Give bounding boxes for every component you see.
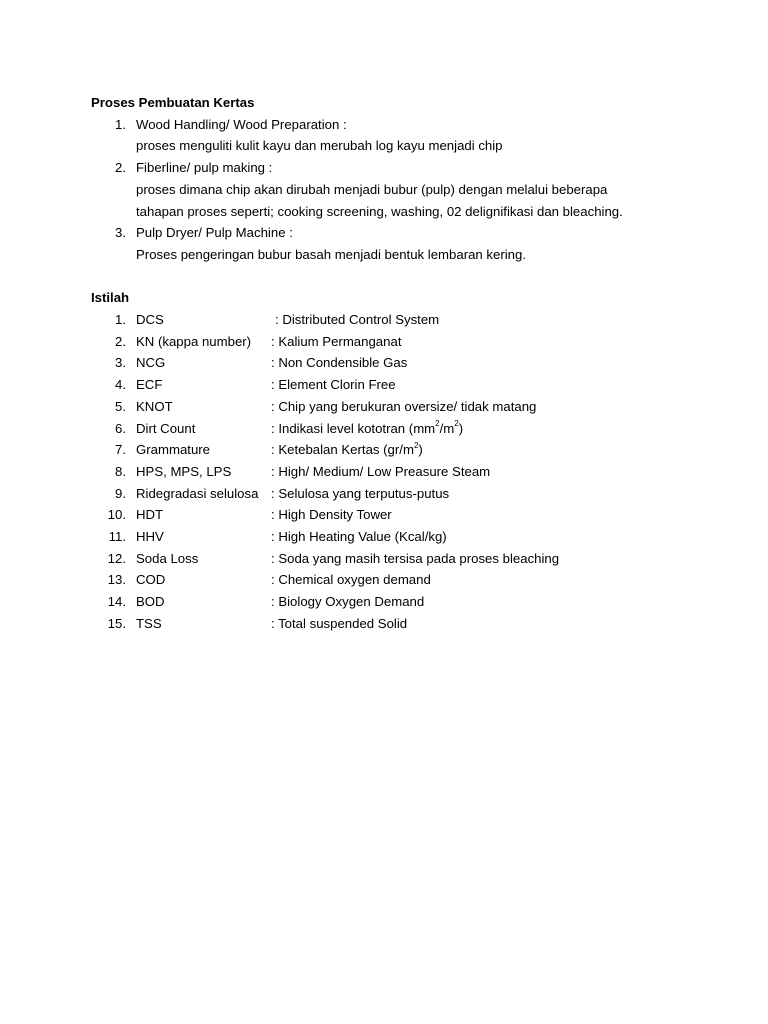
list-number: 13. bbox=[107, 572, 126, 588]
list-number: 3. bbox=[115, 355, 126, 371]
glossary-item bbox=[91, 309, 711, 331]
glossary-item bbox=[91, 548, 711, 570]
glossary-term: COD bbox=[136, 572, 166, 588]
glossary-term: TSS bbox=[136, 615, 162, 631]
glossary-definition: : Non Condensible Gas bbox=[271, 355, 408, 371]
list-number: 10. bbox=[107, 507, 126, 523]
list-number: 7. bbox=[115, 442, 126, 458]
glossary-term: HDT bbox=[136, 507, 164, 523]
list-item bbox=[91, 157, 711, 222]
glossary-definition: : High Density Tower bbox=[271, 507, 392, 523]
item-title: Wood Handling/ Wood Preparation : bbox=[136, 116, 347, 132]
list-item bbox=[91, 222, 711, 265]
glossary-term: KN (kappa number) bbox=[136, 333, 252, 349]
glossary-definition: : Indikasi level kototran $(mm^2/m^2)$ bbox=[271, 419, 464, 436]
glossary-term: Ridegradasi selulosa bbox=[136, 485, 259, 501]
glossary-item bbox=[91, 396, 711, 418]
glossary-definition: : Soda yang masih tersisa pada proses bleaching bbox=[271, 550, 560, 566]
glossary-definition: : Distributed Control System bbox=[275, 312, 440, 328]
document-page bbox=[91, 92, 711, 635]
glossary-definition: : Kalium Permanganat bbox=[271, 333, 402, 349]
glossary-item bbox=[91, 374, 711, 396]
list-number: 11. bbox=[108, 529, 126, 545]
glossary-definition: : Element Clorin Free bbox=[271, 377, 396, 393]
glossary-term: HPS, MPS, LPS bbox=[136, 463, 232, 479]
list-number: 8. bbox=[115, 463, 126, 479]
glossary-definition: : Total suspended Solid bbox=[271, 615, 408, 631]
glossary-term: Dirt Count bbox=[136, 420, 196, 436]
list-number: 1. bbox=[115, 312, 126, 328]
glossary-term: Grammature bbox=[136, 442, 211, 458]
glossary-term: DCS bbox=[136, 312, 164, 328]
list-number: 15. bbox=[107, 615, 126, 631]
glossary-definition: : Biology Oxygen Demand bbox=[271, 594, 425, 610]
list-number: 2. bbox=[115, 333, 126, 349]
glossary-term: ECF bbox=[136, 377, 163, 393]
glossary-item bbox=[91, 439, 711, 461]
list-number: 14. bbox=[107, 594, 126, 610]
glossary-item bbox=[91, 504, 711, 526]
glossary-definition: : Chip yang berukuran oversize/ tidak matang bbox=[271, 398, 537, 414]
glossary-item bbox=[91, 526, 711, 548]
glossary-item bbox=[91, 461, 711, 483]
list-number: 6. bbox=[115, 420, 126, 436]
list-number: 5. bbox=[115, 398, 126, 414]
glossary-term: KNOT bbox=[136, 398, 173, 414]
glossary-term: BOD bbox=[136, 594, 165, 610]
glossary-item bbox=[91, 569, 711, 591]
item-description: tahapan proses seperti; cooking screening, washing, 02 delignifikasi dan bleaching. bbox=[136, 203, 623, 219]
glossary-item bbox=[91, 591, 711, 613]
list-number: 9. bbox=[115, 485, 126, 501]
glossary-item bbox=[91, 352, 711, 374]
item-title: Pulp Dryer/ Pulp Machine : bbox=[136, 225, 293, 241]
list-number: 1. bbox=[115, 116, 126, 132]
item-description: proses menguliti kulit kayu dan merubah log kayu menjadi chip bbox=[136, 138, 503, 154]
item-description: Proses pengeringan bubur basah menjadi bentuk lembaran kering. bbox=[136, 246, 527, 262]
glossary-definition: : Ketebalan Kertas $(gr/m^2)$ bbox=[271, 440, 423, 458]
glossary-item bbox=[91, 483, 711, 505]
glossary-term: Soda Loss bbox=[136, 550, 199, 566]
section-title-proses: Proses Pembuatan Kertas bbox=[91, 95, 255, 110]
item-description: proses dimana chip akan dirubah menjadi bubur (pulp) dengan melalui beberapa bbox=[136, 181, 608, 197]
glossary-term: HHV bbox=[136, 529, 164, 545]
glossary-item bbox=[91, 613, 711, 635]
glossary-item bbox=[91, 331, 711, 353]
list-number: 2. bbox=[115, 160, 126, 176]
list-number: 12. bbox=[107, 550, 126, 566]
glossary-item bbox=[91, 418, 711, 440]
glossary-definition: : High Heating Value (Kcal/kg) bbox=[271, 529, 447, 545]
glossary-term: NCG bbox=[136, 355, 166, 371]
section-title-istilah: Istilah bbox=[91, 290, 130, 306]
glossary-definition: : High/ Medium/ Low Preasure Steam bbox=[271, 463, 491, 479]
list-number: 4. bbox=[115, 377, 126, 393]
glossary-list bbox=[91, 309, 711, 635]
list-item bbox=[91, 114, 711, 157]
process-list bbox=[91, 114, 711, 266]
glossary-definition: : Selulosa yang terputus-putus bbox=[271, 485, 450, 501]
item-title: Fiberline/ pulp making : bbox=[136, 160, 273, 176]
list-number: 3. bbox=[115, 225, 126, 241]
glossary-definition: : Chemical oxygen demand bbox=[271, 572, 431, 588]
